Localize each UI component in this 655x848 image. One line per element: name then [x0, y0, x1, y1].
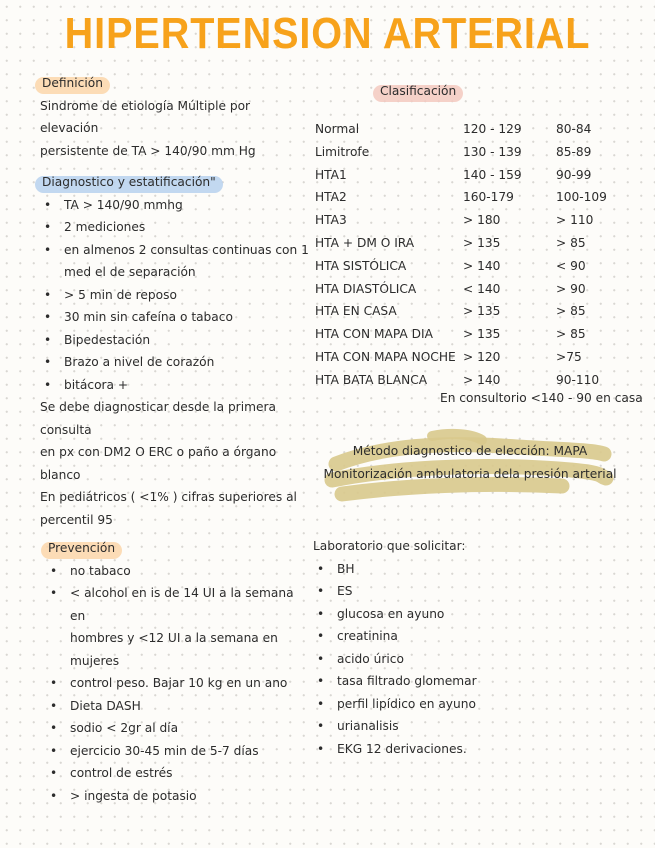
class-name-cell: HTA EN CASA	[315, 304, 397, 319]
diagnostico-section	[40, 171, 310, 531]
list-item: • TA > 140/90 mmhg	[40, 194, 310, 217]
definicion-section	[40, 72, 310, 162]
table-row	[315, 278, 626, 301]
class-name-cell: HTA + DM O IRA	[315, 235, 415, 250]
clasificacion-table-wrap	[315, 118, 626, 392]
diagnostico-note-line: En pediátricos ( <1% ) cifras superiores al	[40, 490, 297, 504]
class-name-cell: Normal	[315, 122, 360, 136]
class-name-cell: Limitrofe	[315, 144, 370, 159]
diastolic-cell: >75	[556, 349, 582, 364]
class-name-cell: HTA CON MAPA NOCHE	[315, 349, 456, 364]
systolic-cell: 120 - 129	[463, 122, 522, 136]
diastolic-cell: 85-89	[556, 144, 592, 159]
list-item: • acido úrico	[313, 648, 613, 671]
clasificacion-table	[315, 118, 626, 392]
systolic-cell: 160-179	[463, 190, 514, 205]
diagnostico-notes	[40, 396, 310, 531]
table-row	[315, 232, 626, 255]
list-item: • 30 min sin cafeína o tabaco	[40, 306, 310, 329]
systolic-cell: 130 - 139	[463, 144, 522, 159]
metodo-line: Método diagnostico de elección: MAPA	[352, 444, 588, 458]
list-item: • Brazo a nivel de corazón	[40, 351, 310, 374]
diastolic-cell: > 85	[556, 327, 586, 342]
list-item: • ES	[313, 580, 613, 603]
list-item: • sodio < 2gr al día	[46, 717, 311, 740]
laboratorio-list	[313, 558, 613, 761]
list-item: • 2 mediciones	[40, 216, 310, 239]
diastolic-cell: 80-84	[556, 122, 592, 136]
list-item: • EKG 12 derivaciones.	[313, 738, 613, 761]
diagnostico-note-line: blanco	[40, 467, 81, 482]
diastolic-cell: > 85	[556, 235, 586, 250]
systolic-cell: > 140	[463, 372, 501, 387]
class-name-cell: HTA BATA BLANCA	[315, 372, 428, 387]
definicion-heading: Definición	[40, 72, 105, 95]
list-item: • > ingesta de potasio	[46, 785, 311, 808]
table-row	[315, 346, 626, 369]
systolic-cell: > 120	[463, 349, 501, 364]
table-row	[315, 255, 626, 278]
systolic-cell: > 135	[463, 304, 501, 319]
list-item: • control peso. Bajar 10 kg en un ano	[46, 672, 311, 695]
prevencion-heading: Prevención	[46, 537, 117, 560]
class-name-cell: HTA3	[315, 213, 347, 228]
diagnostico-note-line: Se debe diagnosticar desde la primera consulta	[40, 400, 276, 437]
definicion-line: Sindrome de etiología Múltiple por elevación	[40, 98, 251, 135]
clasificacion-heading-wrap	[378, 80, 458, 103]
list-item: • Dieta DASH	[46, 695, 311, 718]
laboratorio-section	[313, 535, 613, 760]
systolic-cell: > 180	[463, 213, 501, 228]
list-item: • no tabaco	[46, 560, 311, 583]
table-row	[315, 186, 626, 209]
list-item: med el de separación	[64, 265, 196, 279]
class-name-cell: HTA2	[315, 190, 347, 205]
table-row	[315, 300, 626, 323]
diastolic-cell: > 85	[556, 304, 586, 319]
list-item: • ejercicio 30-45 min de 5-7 días	[46, 740, 311, 763]
prevencion-section	[46, 537, 311, 807]
table-row	[315, 118, 626, 141]
table-row	[315, 141, 626, 164]
diastolic-cell: > 90	[556, 281, 586, 296]
list-item: • Bipedestación	[40, 329, 310, 352]
list-item: • glucosa en ayuno	[313, 603, 613, 626]
diagnostico-note-line: percentil 95	[40, 512, 113, 527]
systolic-cell: > 140	[463, 258, 501, 273]
class-name-cell: HTA SISTÓLICA	[315, 258, 407, 273]
list-item: • control de estrés	[46, 762, 311, 785]
metodo-section	[320, 440, 620, 485]
systolic-cell: 140 - 159	[463, 167, 522, 182]
diastolic-cell: 90-99	[556, 167, 592, 182]
list-item: • creatinina	[313, 625, 613, 648]
metodo-line: Monitorización ambulatoria dela presión arterial	[323, 466, 617, 481]
page-title: HIPERTENSION ARTERIAL	[64, 9, 591, 58]
clasificacion-heading: Clasificación	[378, 80, 458, 103]
class-name-cell: HTA1	[315, 167, 347, 182]
laboratorio-heading: Laboratorio que solicitar:	[313, 539, 466, 553]
list-item: • < alcohol en is de 14 UI a la semana en	[46, 582, 311, 627]
list-item: • > 5 min de reposo	[40, 284, 310, 307]
table-row	[315, 323, 626, 346]
prevencion-list	[46, 560, 311, 808]
diagnostico-list	[40, 194, 310, 397]
list-item: • urianalisis	[313, 715, 613, 738]
list-item: • en almenos 2 consultas continuas con 1	[40, 239, 310, 262]
definicion-line: persistente de TA > 140/90 mm Hg	[40, 143, 256, 158]
class-name-cell: HTA DIASTÓLICA	[315, 281, 417, 296]
table-row	[315, 164, 626, 187]
systolic-cell: < 140	[463, 281, 501, 296]
diastolic-cell: > 110	[556, 213, 594, 228]
diastolic-cell: 90-110	[556, 372, 600, 387]
diastolic-cell: 100-109	[556, 190, 607, 205]
list-item: • bitácora +	[40, 374, 310, 397]
table-row	[315, 209, 626, 232]
systolic-cell: > 135	[463, 235, 501, 250]
list-item: hombres y <12 UI a la semana en mujeres	[70, 631, 278, 668]
diagnostico-heading: Diagnostico y estatificación"	[40, 171, 218, 194]
list-item: • perfil lipídico en ayuno	[313, 693, 613, 716]
list-item: • tasa filtrado glomemar	[313, 670, 613, 693]
diastolic-cell: < 90	[556, 258, 586, 273]
clasificacion-note: En consultorio <140 - 90 en casa	[440, 391, 643, 405]
diagnostico-note-line: en px con DM2 O ERC o paño a órgano	[40, 445, 277, 459]
class-name-cell: HTA CON MAPA DIA	[315, 327, 433, 342]
systolic-cell: > 135	[463, 327, 501, 342]
list-item: • BH	[313, 558, 613, 581]
